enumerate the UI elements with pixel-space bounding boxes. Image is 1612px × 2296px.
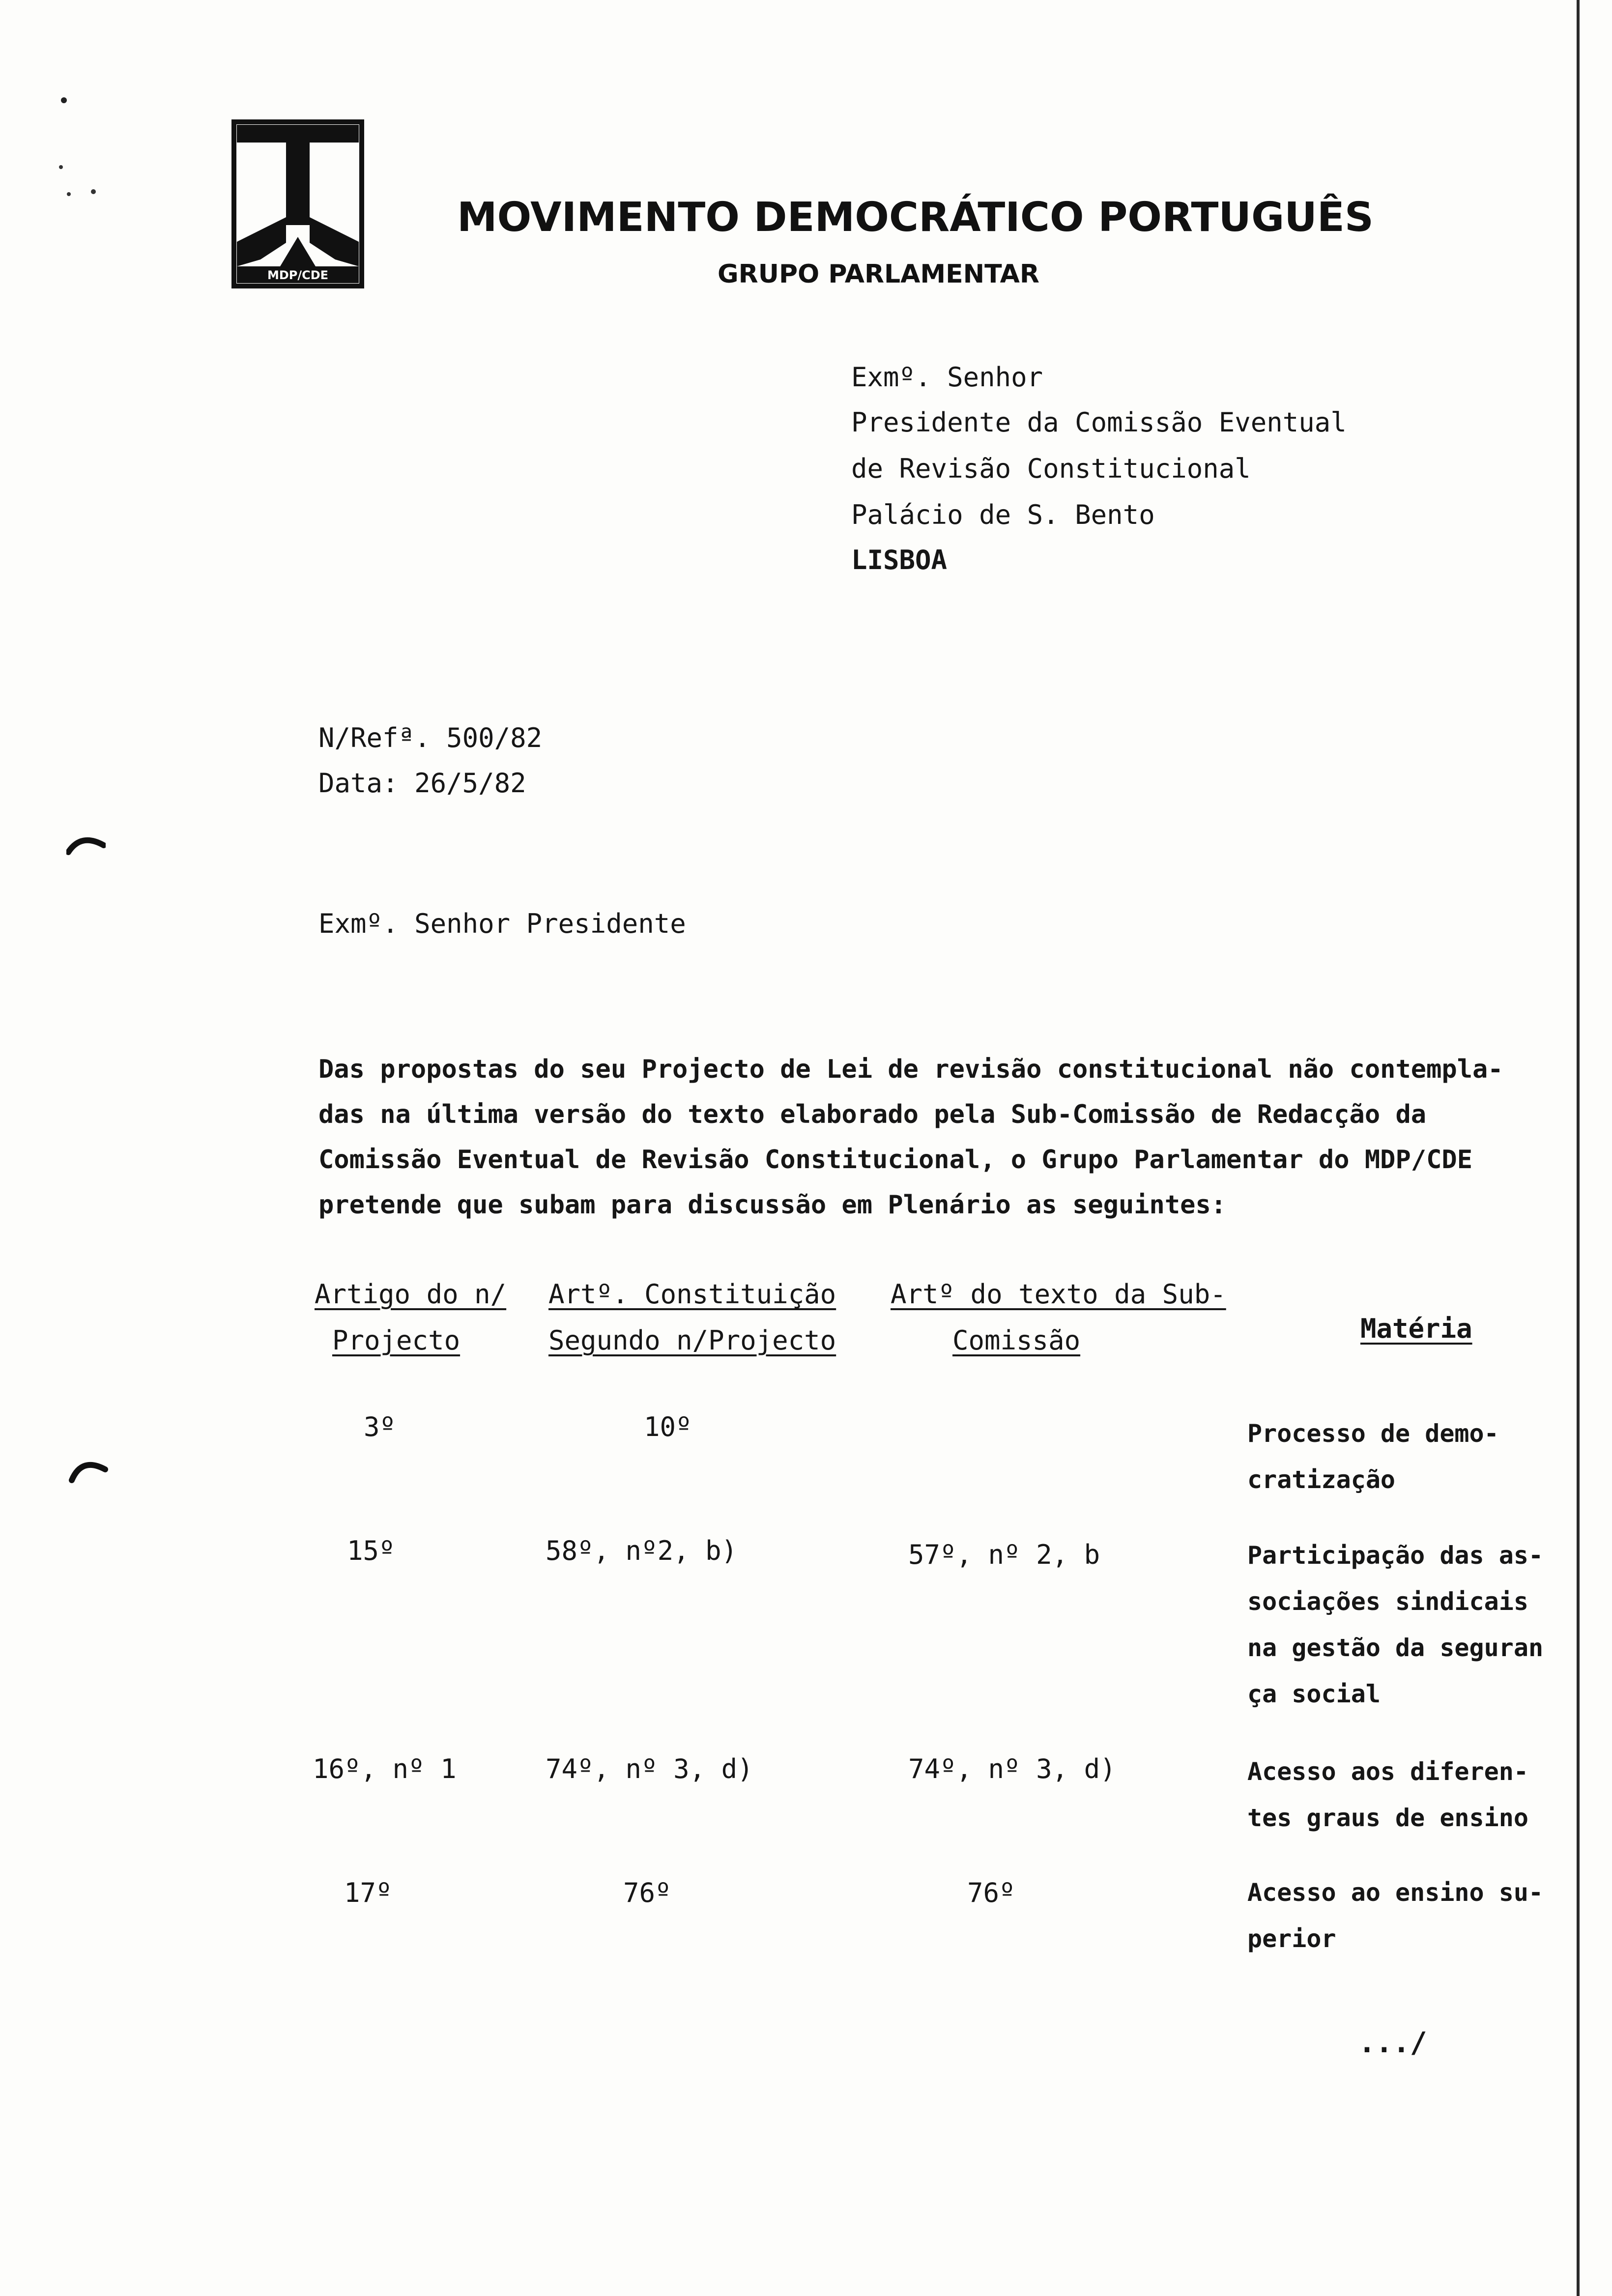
row1-constituicao: 10º (644, 1411, 692, 1442)
row2-materia-line-2: sociações sindicais (1247, 1587, 1528, 1616)
row1-projecto: 3º (364, 1411, 396, 1442)
body-line-3: Comissão Eventual de Revisão Constitucional, o Grupo Parlamentar do MDP/CDE (318, 1145, 1472, 1175)
scan-specks (59, 93, 128, 201)
row4-materia-line-2: perior (1247, 1924, 1336, 1953)
header-materia: Matéria (1360, 1313, 1472, 1344)
salutation: Exmº. Senhor Presidente (318, 908, 686, 939)
page-edge-shadow (1577, 0, 1580, 2296)
body-line-4: pretende que subam para discussão em Plenário as seguintes: (318, 1190, 1227, 1220)
row2-materia-line-4: ça social (1247, 1680, 1381, 1708)
header-constituicao-line-1: Artº. Constituição (548, 1279, 836, 1310)
header-projecto-line-2: Projecto (332, 1325, 461, 1356)
row4-subcomissao: 76º (967, 1877, 1015, 1908)
header-subcomissao-line-1: Artº do texto da Sub- (891, 1279, 1226, 1310)
row3-projecto: 16º, nº 1 (313, 1753, 457, 1784)
row2-materia-line-3: na gestão da seguran (1247, 1634, 1544, 1662)
body-line-1: Das propostas do seu Projecto de Lei de revisão constitucional não contempla- (318, 1055, 1503, 1084)
punch-hole-mark-upper (66, 831, 106, 855)
body-line-2: das na última versão do texto elaborado pela Sub-Comissão de Redacção da (318, 1100, 1427, 1129)
row3-materia-line-2: tes graus de ensino (1247, 1804, 1528, 1832)
row4-materia-line-1: Acesso ao ensino su- (1247, 1878, 1544, 1907)
header-subcomissao-line-2: Comissão (952, 1325, 1081, 1356)
row4-projecto: 17º (344, 1877, 392, 1908)
punch-hole-mark-lower (69, 1455, 108, 1484)
mdp-cde-logo (231, 119, 365, 289)
row2-subcomissao: 57º, nº 2, b (908, 1539, 1100, 1570)
row2-projecto: 15º (347, 1535, 395, 1566)
row1-materia-line-1: Processo de demo- (1247, 1419, 1499, 1448)
row4-constituicao: 76º (623, 1877, 671, 1908)
reference-number: N/Refª. 500/82 (318, 722, 543, 753)
row1-materia-line-2: cratização (1247, 1465, 1396, 1494)
row3-constituicao: 74º, nº 3, d) (546, 1753, 753, 1784)
logo-wordmark: MDP/CDE (267, 268, 329, 282)
row3-subcomissao: 74º, nº 3, d) (908, 1753, 1116, 1784)
recipient-line-2: Presidente da Comissão Eventual (851, 407, 1347, 438)
recipient-line-5: LISBOA (851, 545, 948, 575)
header-constituicao-line-2: Segundo n/Projecto (548, 1325, 836, 1356)
row2-materia-line-1: Participação das as- (1247, 1541, 1544, 1570)
recipient-line-1: Exmº. Senhor (851, 362, 1043, 393)
row3-materia-line-1: Acesso aos diferen- (1247, 1757, 1528, 1786)
recipient-line-3: de Revisão Constitucional (851, 453, 1251, 484)
header-projecto-line-1: Artigo do n/ (315, 1279, 507, 1310)
reference-date: Data: 26/5/82 (318, 768, 526, 799)
parliamentary-group: GRUPO PARLAMENTAR (718, 259, 1039, 289)
recipient-line-4: Palácio de S. Bento (851, 499, 1155, 530)
row2-constituicao: 58º, nº2, b) (546, 1535, 738, 1566)
organization-name: MOVIMENTO DEMOCRÁTICO PORTUGUÊS (457, 194, 1374, 241)
continuation-mark: .../ (1358, 2026, 1427, 2059)
